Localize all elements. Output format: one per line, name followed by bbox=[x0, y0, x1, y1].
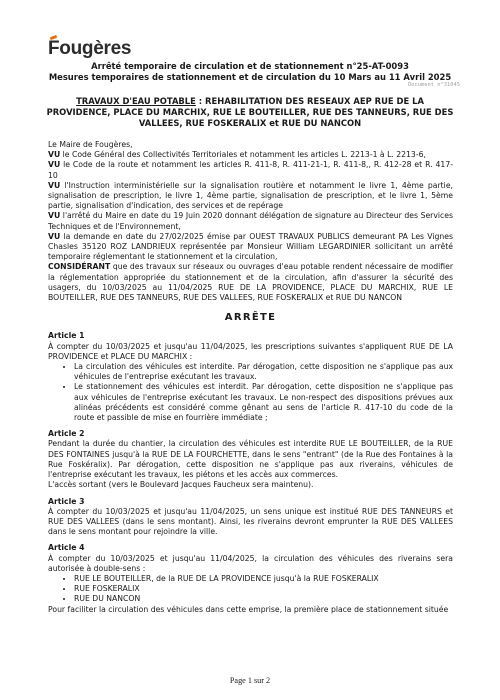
subject-rest: : REHABILITATION DES RESEAUX AEP RUE DE LA PROVIDENCE, PLACE DU MARCHIX, RUE LE BOUTEILLER, RUE DES TANNEURS, RUE DES VALLEES, RUE FOSKERALIX et RUE DU NANCON bbox=[46, 96, 454, 128]
decree-title: Arrêté temporaire de circulation et de stationnement n°25-AT-0093 bbox=[91, 61, 409, 71]
preamble-item: VU l'arrêté du Maire en date du 19 Juin 2020 donnant délégation de signature au Directeur des Services Techniques et de l'Environnement, bbox=[48, 211, 453, 231]
page-number: Page 1 sur 2 bbox=[229, 676, 271, 685]
list-item: • La circulation des véhicules est interdite. Par dérogation, cette disposition ne s'applique pas aux véhicules de l'entreprise exécutant les travaux. bbox=[74, 362, 453, 382]
preamble-intro: Le Maire de Fougères, bbox=[48, 140, 133, 149]
article-3-text: À compter du 10/03/2025 et jusqu'au 11/04/2025, un sens unique est institué RUE DES TANNEURS et RUE DES VALLEES (dans le sens montant). Ainsi, les riverains devront emprunter la RUE DES VALLEES dans le sens montant pour rejoindre la ville. bbox=[48, 506, 453, 537]
preamble-item: CONSIDÉRANT que des travaux sur réseaux ou ouvrages d'eau potable rendent nécessaire de modifier la réglementation appropriée du stationnement et de la circulation, afin d'assurer la sécurité des usagers, du 10/03/2025 au 11/04/2025 RUE DE LA PROVIDENCE, PLACE DU MARCHIX, RUE LE BOUTEILLER, RUE DES TANNEURS, RUE DES VALLEES, RUE FOSKERALIX et RUE DU NANCON bbox=[48, 262, 453, 303]
list-item: • RUE DU NANCON bbox=[74, 594, 453, 604]
article-3-title: Article 3 bbox=[48, 496, 85, 506]
article-2-text: Pendant la durée du chantier, la circulation des véhicules est interdite RUE LE BOUTEILLER, de la RUE DES FONTAINES jusqu'à la RUE DE LA FOURCHETTE, dans le sens "entrant" (de la Rue des Fontaines à la Rue Foskéralix). Par dérogation, cette disposition ne s'applique pas aux riverains, véhicules de l'entreprise exécutant les travaux, les piétons et les accès aux commerces. bbox=[48, 439, 453, 480]
arrete-heading: ARRÊTE bbox=[224, 312, 277, 324]
article-4-title: Article 4 bbox=[48, 543, 85, 553]
article-2-title: Article 2 bbox=[48, 429, 85, 439]
document-reference: Document n°31045 bbox=[408, 82, 460, 88]
list-item: • RUE LE BOUTEILLER, de la RUE DE LA PROVIDENCE jusqu'à la RUE FOSKERALIX bbox=[74, 574, 453, 584]
article-4-text: À compter du 10/03/2025 et jusqu'au 11/04/2025, la circulation des véhicules des riverains sera autorisée à double-sens : bbox=[48, 553, 453, 573]
document-header bbox=[40, 61, 460, 83]
city-logo: Fougères bbox=[48, 38, 132, 59]
article-2-text-2: L'accès sortant (vers le Boulevard Jacques Faucheux sera maintenu). bbox=[48, 480, 314, 490]
preamble-item: VU le Code Général des Collectivités Territoriales et notamment les articles L. 2213-1 à L. 2213-6, bbox=[48, 150, 426, 160]
document-body bbox=[48, 140, 453, 615]
article-4-list bbox=[48, 574, 453, 605]
article-1-list bbox=[48, 362, 453, 423]
preamble-item: VU la demande en date du 27/02/2025 émise par OUEST TRAVAUX PUBLICS demeurant PA Les Vignes Chasles 35120 ROZ LANDRIEUX représentée par Monsieur William LEGARDINIER sollicitant un arrêté temporaire réglementant le stationnement et la circulation, bbox=[48, 231, 453, 262]
decree-subject bbox=[44, 96, 456, 129]
article-1-text: À compter du 10/03/2025 et jusqu'au 11/04/2025, les prescriptions suivantes s'appliquent RUE DE LA PROVIDENCE et PLACE DU MARCHIX : bbox=[48, 341, 453, 361]
article-1-title: Article 1 bbox=[48, 331, 85, 341]
decree-subtitle: Mesures temporaires de stationnement et de circulation du 10 Mars au 11 Avril 2025 bbox=[48, 72, 452, 82]
list-item: • RUE FOSKERALIX bbox=[74, 584, 453, 594]
preamble-item: VU le Code de la route et notamment les articles R. 411-8, R. 411-21-1, R. 411-8,, R. 412-28 et R. 417-10 bbox=[48, 160, 453, 180]
subject-underlined: TRAVAUX D'EAU POTABLE bbox=[76, 96, 196, 106]
list-item: • Le stationnement des véhicules est interdit. Par dérogation, cette disposition ne s'applique pas aux véhicules de l'entreprise exécutant les travaux. Le non-respect des dispositions prévues aux alinéas précédents est considéré comme gênant au sens de l'article R. 417-10 du code de la route et passible de mise en fourrière immédiate ; bbox=[74, 382, 453, 423]
article-4-text-2: Pour faciliter la circulation des véhicules dans cette emprise, la première place de stationnement située bbox=[48, 604, 449, 614]
preamble-item: VU l'Instruction interministérielle sur la signalisation routière et notamment le livre 1, 4ème partie, signalisation de prescription, le livre 1, 4ème partie, signalisation de prescription, et le livre 1, 5ème partie, signalisation d'indication, des services et de repérage bbox=[48, 180, 453, 211]
